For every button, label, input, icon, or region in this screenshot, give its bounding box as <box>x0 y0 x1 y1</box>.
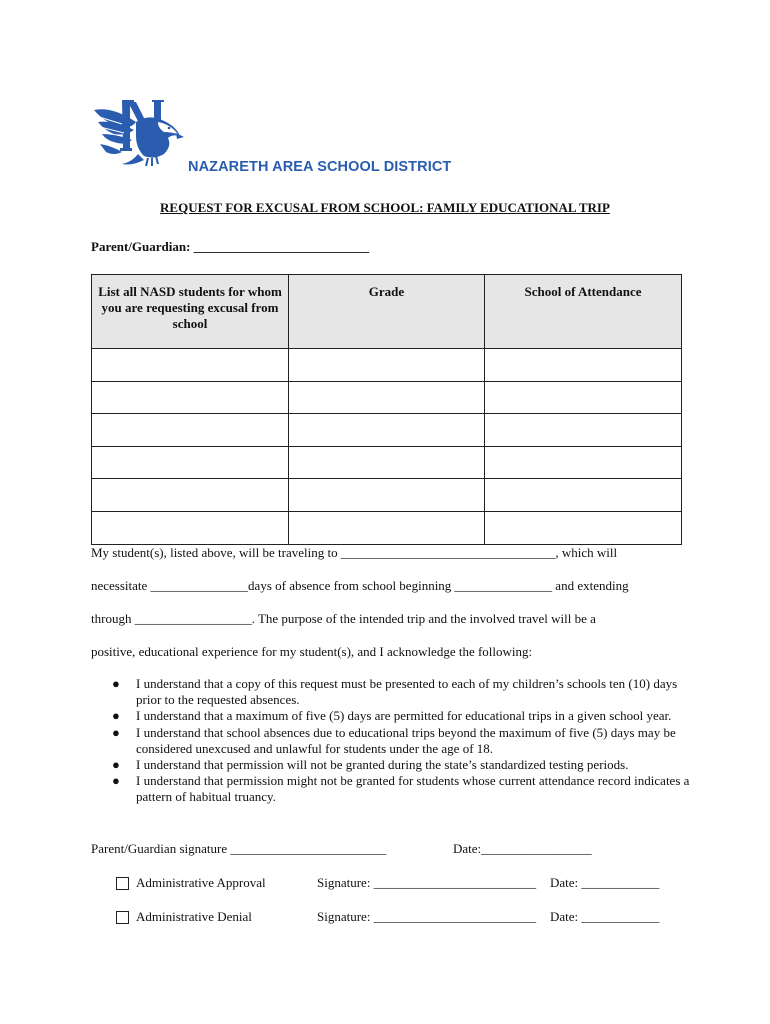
header-school: School of Attendance <box>485 275 682 349</box>
grade-cell[interactable] <box>289 381 485 414</box>
school-cell[interactable] <box>485 381 682 414</box>
travel-destination-line[interactable]: My student(s), listed above, will be traveling to _________________________________, which will <box>91 545 618 560</box>
acknowledgement-text: I understand that a copy of this request must be presented to each of my children’s schools ten (10) days prior to the requested absences. <box>136 676 678 708</box>
acknowledgement-list <box>91 676 691 806</box>
student-cell[interactable] <box>92 479 289 512</box>
grade-cell[interactable] <box>289 479 485 512</box>
student-cell[interactable] <box>92 414 289 447</box>
acknowledge-intro: positive, educational experience for my student(s), and I acknowledge the following: <box>91 644 533 659</box>
student-cell[interactable] <box>92 381 289 414</box>
school-cell[interactable] <box>485 479 682 512</box>
acknowledgement-text: I understand that a maximum of five (5) days are permitted for educational trips in a given school year. <box>136 708 672 724</box>
form-title: REQUEST FOR EXCUSAL FROM SCHOOL: FAMILY EDUCATIONAL TRIP <box>160 200 610 215</box>
parent-date-field[interactable]: Date:_________________ <box>453 841 592 856</box>
table-row <box>92 381 682 414</box>
table-row <box>92 511 682 544</box>
approval-checkbox[interactable] <box>116 877 129 890</box>
bullet-icon: ● <box>112 708 120 724</box>
grade-cell[interactable] <box>289 446 485 479</box>
header-students: List all NASD students for whom you are requesting excusal from school <box>92 275 289 349</box>
students-table <box>91 274 682 545</box>
grade-cell[interactable] <box>289 511 485 544</box>
parent-signature-field[interactable]: Parent/Guardian signature ________________________ <box>91 841 387 856</box>
student-cell[interactable] <box>92 446 289 479</box>
bullet-icon: ● <box>112 757 120 773</box>
parent-guardian-field[interactable]: Parent/Guardian: ___________________________ <box>91 239 370 254</box>
denial-signature-field[interactable]: Signature: _________________________ <box>317 909 537 924</box>
list-item <box>91 708 691 724</box>
list-item <box>91 725 691 757</box>
bullet-icon: ● <box>112 773 120 789</box>
approval-signature-field[interactable]: Signature: _________________________ <box>317 875 537 890</box>
approval-date-field[interactable]: Date: ____________ <box>550 875 660 890</box>
approval-label: Administrative Approval <box>136 875 266 890</box>
district-name: NAZARETH AREA SCHOOL DISTRICT <box>188 159 452 175</box>
denial-checkbox[interactable] <box>116 911 129 924</box>
eagle-n-logo-icon <box>92 96 188 168</box>
student-cell[interactable] <box>92 349 289 382</box>
bullet-icon: ● <box>112 724 120 740</box>
table-row <box>92 414 682 447</box>
list-item <box>91 773 691 805</box>
student-cell[interactable] <box>92 511 289 544</box>
header-grade: Grade <box>289 275 485 349</box>
school-cell[interactable] <box>485 349 682 382</box>
school-cell[interactable] <box>485 446 682 479</box>
school-cell[interactable] <box>485 414 682 447</box>
absence-days-line[interactable]: necessitate _______________days of absence from school beginning _______________ and extending <box>91 578 629 593</box>
bullet-icon: ● <box>112 676 120 691</box>
return-date-line[interactable]: through __________________. The purpose of the intended trip and the involved travel will be a <box>91 611 596 626</box>
grade-cell[interactable] <box>289 349 485 382</box>
acknowledgement-text: I understand that school absences due to educational trips beyond the maximum of five (5) days may be considered unexcused and unlawful for students under the age of 18. <box>136 724 676 756</box>
table-row <box>92 349 682 382</box>
acknowledgement-text: I understand that permission will not be granted during the state’s standardized testing periods. <box>136 757 629 773</box>
denial-label: Administrative Denial <box>136 909 252 924</box>
list-item <box>91 676 691 708</box>
denial-date-field[interactable]: Date: ____________ <box>550 909 660 924</box>
grade-cell[interactable] <box>289 414 485 447</box>
acknowledgement-text: I understand that permission might not be granted for students whose current attendance record indicates a pattern of habitual truancy. <box>136 773 690 805</box>
table-row <box>92 479 682 512</box>
list-item <box>91 757 691 773</box>
school-cell[interactable] <box>485 511 682 544</box>
table-header-row <box>92 275 682 349</box>
table-row <box>92 446 682 479</box>
